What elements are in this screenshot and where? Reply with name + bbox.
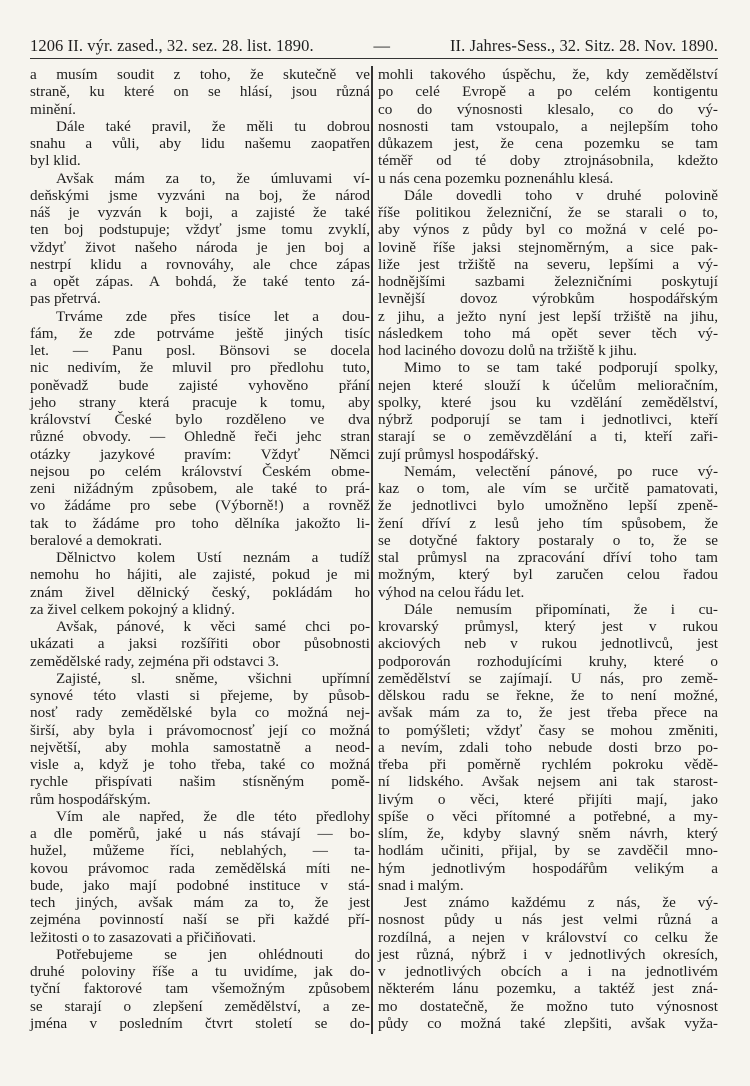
text-line: visle a, když je toho třeba, také co možná <box>30 756 370 773</box>
text-line: říše politikou železniční, že se starali o to, <box>378 204 718 221</box>
text-line: hužel, můžeme říci, neblahých, — ta- <box>30 842 370 860</box>
text-line: pas přetrvá. <box>30 290 101 308</box>
text-line: po celé Evropě a po celém kontigentu <box>378 83 718 101</box>
text-line: akciových neb v rukou jednotlivců, jest <box>378 635 718 653</box>
text-line: Avšak, pánové, k věci samé chci po- <box>56 618 370 635</box>
text-line: let. — Panu posl. Bönsovi se docela <box>30 342 370 359</box>
header-dash: — <box>373 36 391 55</box>
text-line: a musím soudit z toho, že skutečně ve <box>30 66 370 83</box>
text-line: byl klid. <box>30 152 81 170</box>
text-line: nosnost půdy u nás jest velmi různá a <box>378 911 718 929</box>
text-line: náš je vyzván k boji, a zajisté že také <box>30 204 370 221</box>
text-line: tak to žádáme pro toho dělníka jakožto li- <box>30 514 370 532</box>
text-line: stal průmysl na zpracování dříví toho tam <box>378 549 718 566</box>
column-divider <box>371 66 373 1034</box>
text-line: starají se o zeměvzdělání a ti, kteří zaři- <box>378 428 718 446</box>
text-line: u nás cena pozemku poznenáhlu klesá. <box>378 169 614 187</box>
text-line: poněvadž bude zajisté vyhověno přání <box>30 376 370 394</box>
text-line: snahu a vůli, aby lidu našemu zaopatřen <box>30 135 370 152</box>
text-line: Nemám, velectění pánové, po ruce vý- <box>404 462 718 480</box>
text-line: nejsou po celém království Českém obme- <box>30 462 370 480</box>
text-line: a nevím, zdali toho nebude dosti brzo po- <box>378 738 718 756</box>
text-line: ní lidského. Avšak nejsem ani tak starost- <box>378 773 718 791</box>
text-line: výhod na celou řádu let. <box>378 583 525 601</box>
text-line: Dále dovedli toho v druhé polovině <box>404 186 718 204</box>
text-line: otázky jazykové pravím: Vždyť Němci <box>30 445 370 463</box>
text-line: krovarský průmysl, který jest v rukou <box>378 618 718 635</box>
text-line: a opět zápas. A bohdá, že také tento zá- <box>30 273 370 290</box>
text-line: Vím ale napřed, že dle této předlohy <box>56 807 370 825</box>
text-line: spíše o věci přítomné a potřebné, a my- <box>378 807 718 825</box>
text-line: znám živel dělnický český, pokládám ho <box>30 583 370 601</box>
text-line: vždyť život našeho národa je jen boj a <box>30 238 370 256</box>
text-line: třeba při poměrně rychlém pokroku vědě- <box>378 756 718 773</box>
text-line: téměř od té doby ztrojnásobnila, kdežto <box>378 152 718 170</box>
text-line: vo žádáme pro sebe (Výborně!) a rovněž <box>30 497 370 515</box>
text-line: zují průmysl hospodářský. <box>378 445 539 463</box>
text-line: nemohu ho hájiti, ale zajisté, pokud je mi <box>30 566 370 584</box>
text-line: slím, že, kdyby slavný sněm návrh, který <box>378 825 718 842</box>
text-line: kaz o tom, ale vím se určitě pamatovati, <box>378 480 718 497</box>
text-line: synové této vlasti si přejeme, by působ- <box>30 687 370 704</box>
header-czech: 1206 II. výr. zased., 32. sez. 28. list. 1890. <box>30 36 314 55</box>
text-line: následkem toho má opět sever těch vý- <box>378 324 718 342</box>
text-line: zemědělské rady, zejména při odstavci 3. <box>30 652 280 670</box>
text-line: beralové a demokrati. <box>30 531 162 549</box>
text-line: různé obvody. — Ohledně řeči jehc stran <box>30 428 370 446</box>
text-line: lovině říše jaksi stejnoměrným, a sice pak- <box>378 238 718 256</box>
text-line: a dle poměrů, jaké u nás stávají — bo- <box>30 825 370 842</box>
text-line: ten boj podstupuje; vždyť jsme tomu zvyklí, <box>30 221 370 239</box>
text-line: možným, který byl zaručen celou řadou <box>378 566 718 584</box>
text-line: jeho strany která pracuje k tomu, aby <box>30 393 370 411</box>
text-line: Dále nemusím připomínati, že i cu- <box>404 600 718 618</box>
text-line: zejména povinností naší se při každé pří- <box>30 911 370 929</box>
text-line: snad i malým. <box>378 876 464 894</box>
text-line: co do výnosnosti klesalo, co do vý- <box>378 100 718 118</box>
text-line: se dotyčné faktory postaraly o to, že se <box>378 531 718 549</box>
text-line: rozdílná, a nejen v království co celku že <box>378 928 718 946</box>
text-line: ukázati a jaksi rozšířiti obor působnosti <box>30 635 370 653</box>
text-line: Jest známo každému z nás, že vý- <box>404 894 718 911</box>
text-line: minění. <box>30 100 76 118</box>
text-line: zemědělství se zajímají. U nás, pro země- <box>378 669 718 687</box>
text-line: liže jest tržiště na severu, lepšími a vý- <box>378 255 718 273</box>
text-line: hodnějšími sazbami železničními poskytují <box>378 273 718 290</box>
text-line: hým jednotlivým hospodářům velikým a <box>378 859 718 877</box>
right-text-column <box>378 66 718 1032</box>
text-line: hod laciného dovozu dolů na tržiště k jihu. <box>378 342 637 359</box>
text-line: z jihu, a ježto nyní jest lepší tržiště na jihu, <box>378 307 718 325</box>
text-line: livým o věci, které přijíti mají, jako <box>378 790 718 808</box>
text-line: Avšak mám za to, že úmluvami ví- <box>56 169 370 187</box>
text-line: v jednotlivých obcích a i na jednotlivém <box>378 963 718 980</box>
text-line: mo dostatečně, že možno tuto výnosnost <box>378 997 718 1015</box>
text-line: že jednotlivci bylo umožněno lepší zpeně- <box>378 497 718 515</box>
text-line: širší, aby byla i právomocnosť její co možná <box>30 721 370 739</box>
text-line: kovou právomoc rada zemědělská míti ne- <box>30 859 370 877</box>
text-line: za živel celkem pokojný a klidný. <box>30 600 235 618</box>
text-line: druhé poloviny říše a tu uvidíme, jak do- <box>30 963 370 980</box>
text-line: bude, jako mají podobné instituce v stá- <box>30 876 370 894</box>
text-line: Potřebujeme se jen ohlédnouti do <box>56 945 370 963</box>
text-line: nic nedivím, že mluvil pro předlohu tuto, <box>30 359 370 377</box>
text-line: to pomýšleti; vždyť časy se mohou změniti, <box>378 721 718 739</box>
left-text-column <box>30 66 370 1032</box>
text-line: nýbrž podporují se tam i jednotlivci, kteří <box>378 411 718 428</box>
text-line: nestrpí klidu a rovnováhy, ale chce zápas <box>30 255 370 273</box>
text-line: Dělnictvo kolem Ustí neznám a tudíž <box>56 549 370 566</box>
text-line: nosť rady zemědělské byla co možná nej- <box>30 704 370 722</box>
text-line: podporován rozhodujícími kruhy, které o <box>378 652 718 670</box>
page-header <box>30 36 718 59</box>
text-line: jest různá, nýbrž i v jednotlivých okresích, <box>378 945 718 963</box>
text-line: největší, aby mohla samostatně a neod- <box>30 738 370 756</box>
text-line: důkazem jest, že cena pozemku se tam <box>378 135 718 152</box>
text-line: deňskými jsme vyzváni na boj, že národ <box>30 186 370 204</box>
text-line: Trváme zde přes tisíce let a dou- <box>56 307 370 325</box>
text-line: tyční faktorové tam všemožným způsobem <box>30 980 370 998</box>
text-line: rychle přispívati našim stísněným pomě- <box>30 773 370 791</box>
text-line: Dále také pravil, že měli tu dobrou <box>56 117 370 135</box>
text-line: ležitosti o to zasazovati a přičiňovati. <box>30 928 257 946</box>
text-line: Mimo to se tam také podporují spolky, <box>404 359 718 377</box>
text-line: avšak mám za to, že jest třeba přece na <box>378 704 718 722</box>
text-line: tech jiných, avšak mám za to, že jest <box>30 894 370 911</box>
text-line: se starají o zlepšení zemědělství, a ze- <box>30 997 370 1015</box>
text-line: aby výnos z půdy byl co možná v celé po- <box>378 221 718 239</box>
text-line: fám, že zde potrváme ještě jiných tisíc <box>30 324 370 342</box>
text-line: levnější dovoz výrobkům hospodářským <box>378 290 718 308</box>
text-line: hodlám učiniti, přijal, by se zavděčil mno- <box>378 842 718 860</box>
text-line: jména v posledním čtvrt století se do- <box>30 1014 370 1032</box>
text-line: spolky, které jsou ku vzdělání zemědělství, <box>378 393 718 411</box>
text-line: zeni nižádným způsobem, ale také to prá- <box>30 480 370 497</box>
text-line: Zajisté, sl. sněme, všichni upřímní <box>56 669 370 687</box>
text-line: žení dříví z lesů jeho tím spůsobem, že <box>378 514 718 532</box>
text-line: nejen které slouží k účelům melioračním, <box>378 376 718 394</box>
text-line: království České bylo rozděleno ve dva <box>30 411 370 428</box>
text-line: mohli takového úspěchu, že, kdy zemědělství <box>378 66 718 83</box>
text-line: dělskou radu se řekne, že to není možné, <box>378 687 718 704</box>
text-line: půdy co možná také zlepšiti, avšak vyža- <box>378 1014 718 1032</box>
text-line: nosnosti tam vstoupalo, a nejlepším toho <box>378 117 718 135</box>
text-line: některém lánu pozemku, a taktéž jest zná- <box>378 980 718 998</box>
text-line: rům hospodářským. <box>30 790 151 808</box>
header-german: II. Jahres-Sess., 32. Sitz. 28. Nov. 1890. <box>449 36 718 55</box>
text-line: straně, ku které on se hlásí, jsou různá <box>30 83 370 101</box>
